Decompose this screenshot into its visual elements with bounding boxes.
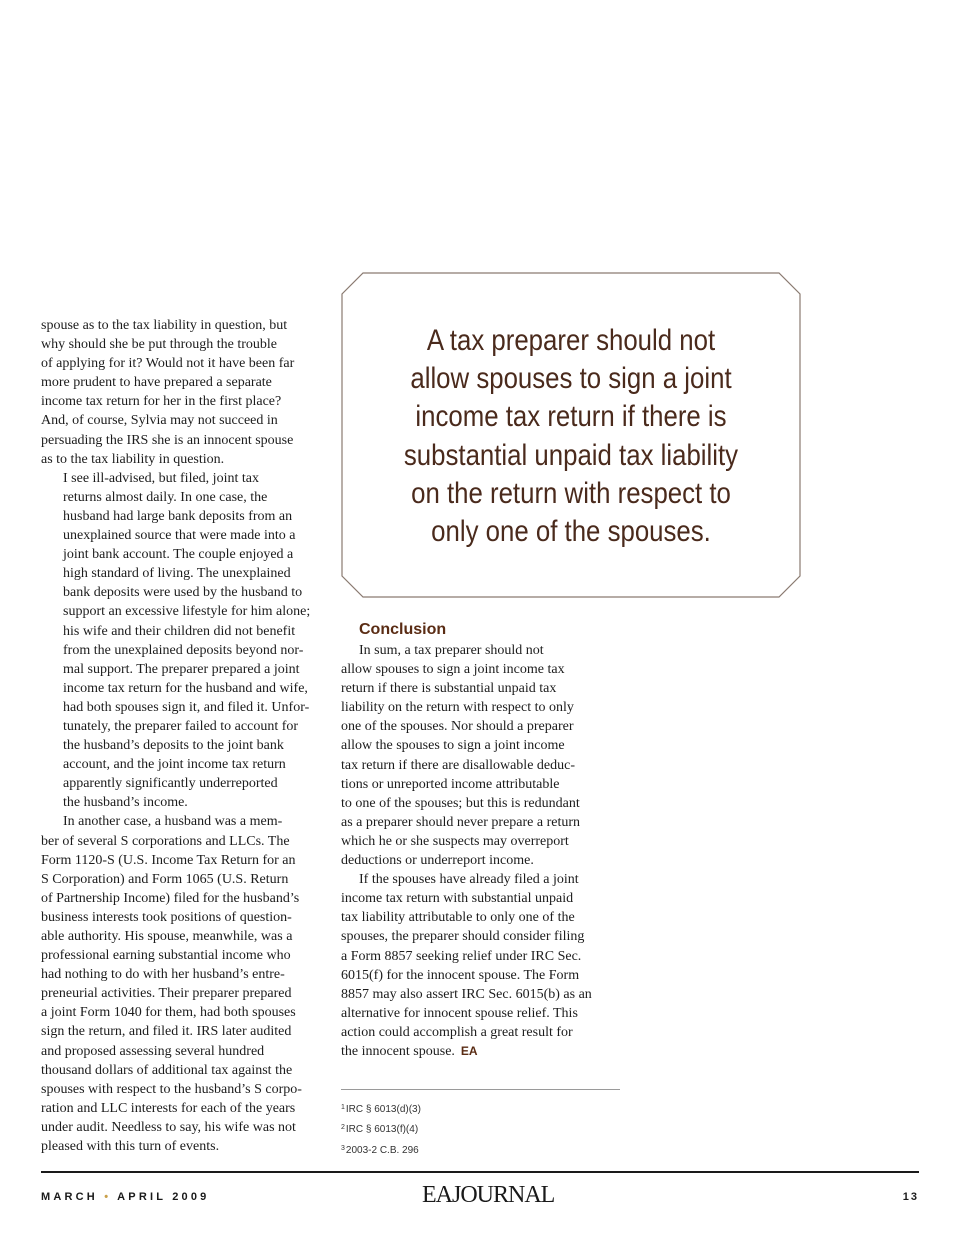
text-line: which he or she suspects may overreport [341,833,569,849]
right-paragraph-2 [341,870,619,1061]
text-line: his wife and their children did not benefit [63,623,296,639]
left-column [41,316,318,1156]
footnote-divider [341,1089,620,1090]
text-line: the innocent spouse. [341,1043,455,1059]
text-line: spouses, the preparer should consider filing [341,929,585,945]
text-line: action could accomplish a great result for [341,1024,573,1040]
text-line: tunately, the preparer failed to account for [63,718,299,734]
text-line: as to the tax liability in question. [41,451,225,467]
text-line: deductions or underreport income. [341,853,534,869]
text-line: tions or unreported income attributable [341,776,560,792]
footer-divider [41,1171,919,1173]
end-mark: EA [460,1043,478,1058]
text-line: spouse as to the tax liability in question, but [41,318,288,333]
text-line: one of the spouses. Nor should a preparer [341,719,574,735]
text-line: business interests took positions of question- [41,909,292,925]
text-line: alternative for innocent spouse relief. This [341,1005,578,1021]
text-line: able authority. His spouse, meanwhile, was a [41,929,293,944]
left-paragraph-3 [41,812,318,1156]
issue-month-1: MARCH [41,1191,98,1203]
right-paragraph-1 [341,641,619,870]
text-line: to one of the spouses; but this is redundant [341,795,580,811]
footnote-number: 3 [341,1145,345,1152]
text-line: the husband’s income. [63,795,188,811]
text-line: had both spouses sign it, and filed it. Unfor- [63,699,310,715]
text-line: professional earning substantial income who [41,948,291,964]
text-line: the husband’s deposits to the joint bank [63,738,284,754]
footnote-3 [341,1143,419,1157]
text-line: return if there is substantial unpaid tax [341,681,557,697]
footnote-number: 2 [341,1124,345,1131]
issue-date [41,1191,209,1203]
text-line: income tax return with substantial unpaid [341,891,574,907]
text-line: ration and LLC interests for each of the years [41,1100,296,1116]
ea-journal-logo: EAJOURNAL [422,1182,555,1208]
text-line: high standard of living. The unexplained [63,566,291,582]
text-line: returns almost daily. In one case, the [63,489,268,505]
text-line: allow spouses to sign a joint income tax [341,662,565,678]
text-line: In sum, a tax preparer should not [359,643,544,658]
pull-quote-line: income tax return if there is [415,400,727,434]
text-line: support an excessive lifestyle for him alone; [63,604,311,620]
pull-quote-box [341,272,801,598]
text-line: of Partnership Income) filed for the husband’s [41,890,300,906]
text-line: income tax return for her in the first place? [41,394,282,410]
text-line: more prudent to have prepared a separate [41,375,272,391]
footnote-1 [341,1102,421,1116]
text-line: account, and the joint income tax return [63,757,286,773]
text-line: If the spouses have already filed a joint [359,872,579,888]
text-line: persuading the IRS she is an innocent spouse [41,432,294,448]
text-line: as a preparer should never prepare a return [341,814,581,830]
text-line: thousand dollars of additional tax against the [41,1062,293,1078]
text-line: husband had large bank deposits from an [63,508,293,524]
footnote-text: 2003-2 C.B. 296 [345,1145,419,1156]
text-line: why should she be put through the trouble [41,337,278,353]
text-line: bank deposits were used by the husband to [63,585,303,601]
pull-quote-line: A tax preparer should not [426,324,716,357]
text-line: liability on the return with respect to only [341,700,574,716]
text-line: a joint Form 1040 for them, had both spouses [41,1005,296,1021]
right-column [341,620,619,1061]
pull-quote-line: substantial unpaid tax liability [403,438,739,472]
page-number: 13 [902,1191,919,1203]
text-line: pleased with this turn of events. [41,1139,220,1155]
text-line: joint bank account. The couple enjoyed a [63,547,294,563]
text-line: ber of several S corporations and LLCs. The [41,833,290,849]
footnote-text: IRC § 6013(d)(3) [345,1104,421,1115]
text-line: And, of course, Sylvia may not succeed in [41,413,278,429]
date-separator: • [104,1191,112,1203]
text-line: sign the return, and filed it. IRS later audited [41,1024,292,1040]
footnote-text: IRC § 6013(f)(4) [345,1124,419,1135]
pull-quote-text [373,322,769,551]
footnote-number: 1 [341,1104,345,1111]
left-paragraph-1 [41,316,318,469]
pull-quote-line: only one of the spouses. [431,515,711,549]
text-line: unexplained source that were made into a [63,528,296,544]
text-line: I see ill-advised, but filed, joint tax [63,470,259,486]
text-line: mal support. The preparer prepared a joint [63,661,300,677]
text-line: spouses with respect to the husband’s S corpo- [41,1081,302,1097]
text-line: Form 1120-S (U.S. Income Tax Return for an [41,852,296,868]
text-line: 6015(f) for the innocent spouse. The Form [341,967,580,983]
text-line: 8857 may also assert IRC Sec. 6015(b) as an [341,986,592,1002]
text-line: tax liability attributable to only one of the [341,910,575,926]
pull-quote-line: on the return with respect to [411,476,731,510]
text-line: allow the spouses to sign a joint income [341,738,565,754]
text-line: income tax return for the husband and wife, [63,680,308,696]
text-line: a Form 8857 seeking relief under IRC Sec. [341,948,582,964]
pull-quote-line: allow spouses to sign a joint [410,362,732,396]
conclusion-heading: Conclusion [359,621,447,638]
text-line: In another case, a husband was a mem- [63,814,283,830]
text-line: of applying for it? Would not it have been far [41,356,295,372]
text-line: apparently significantly underreported [63,776,278,792]
text-line: and proposed assessing several hundred [41,1043,265,1059]
text-line-last [341,1042,619,1061]
text-line: had nothing to do with her husband’s entre- [41,967,285,983]
text-line: preneurial activities. Their preparer prepared [41,986,292,1002]
left-paragraph-2 [41,469,318,813]
text-line: S Corporation) and Form 1065 (U.S. Return [41,871,289,887]
text-line: from the unexplained deposits beyond nor- [63,642,304,658]
footnote-2 [341,1122,418,1136]
text-line: under audit. Needless to say, his wife was not [41,1119,296,1135]
text-line: tax return if there are disallowable deduc- [341,757,576,773]
issue-month-2: APRIL 2009 [117,1191,210,1203]
